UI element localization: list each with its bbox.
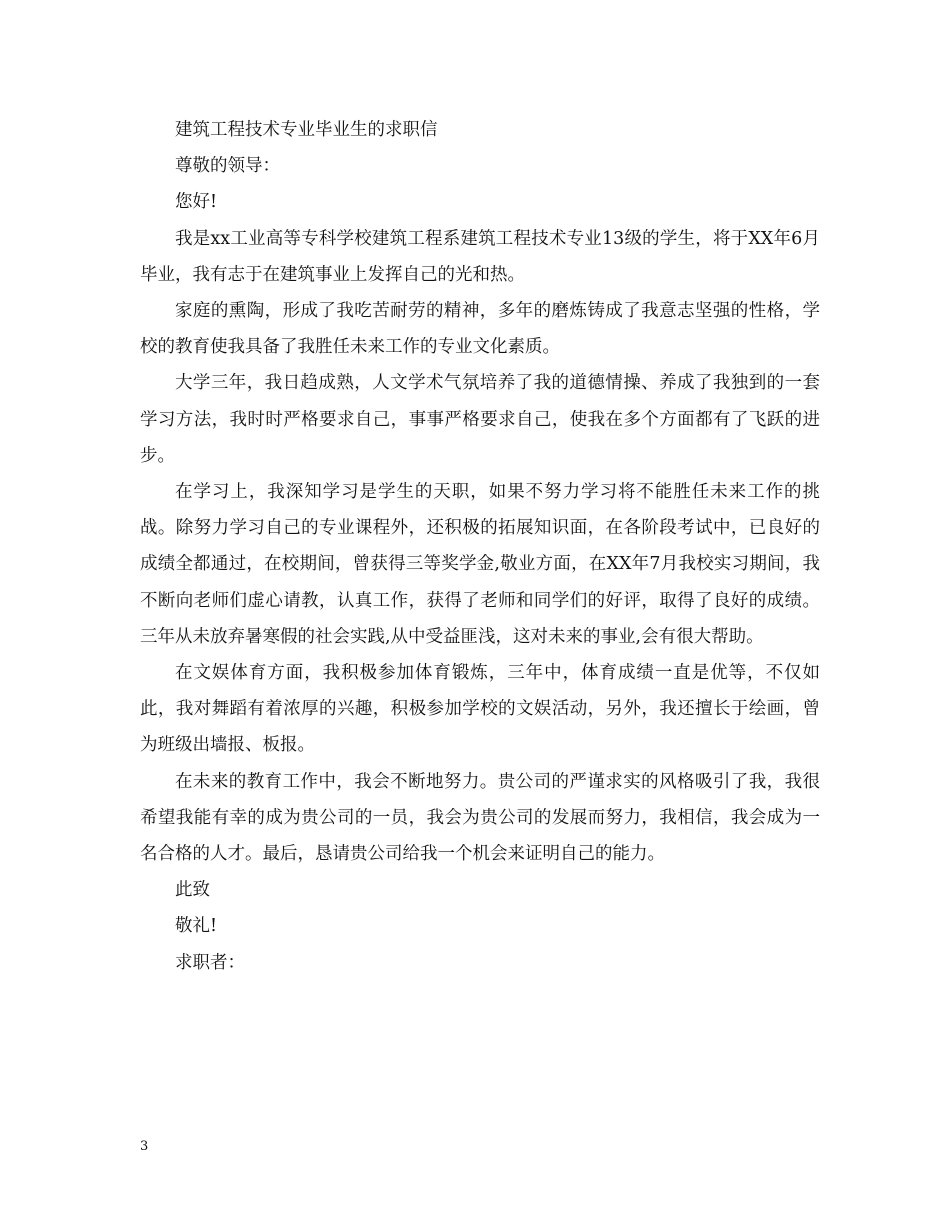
salutation: 尊敬的领导： <box>175 156 280 177</box>
letter-title: 建筑工程技术专业毕业生的求职信 <box>175 120 438 140</box>
paragraph-family: 家庭的熏陶，形成了我吃苦耐劳的精神，多年的磨炼铸成了我意志坚强的性格，学校的教育使我具备了我胜任未来工作的专业文化素质。 <box>140 301 820 358</box>
paragraph-university: 大学三年，我日趋成熟，人文学术气氛培养了我的道德情操、养成了我独到的一套学习方法，我时时严格要求自己，事事严格要求自己，使我在多个方面都有了飞跃的进步。 <box>140 373 820 466</box>
paragraph-study: 在学习上，我深知学习是学生的天职，如果不努力学习将不能胜任未来工作的挑战。除努力学习自己的专业课程外，还积极的拓展知识面，在各阶段考试中，已良好的成绩全都通过，在校期间，曾获得三等奖学金,敬业方面，在XX年7月我校实习期间，我不断向老师们虚心请教，认真工作，获得了老师和同学们的好评，取得了良好的成绩。三年从未放弃暑寒假的社会实践,从中受益匪浅，这对未来的事业,会有很大帮助。 <box>140 482 820 647</box>
signature-label: 求职者： <box>175 952 245 973</box>
letter-body <box>140 112 820 981</box>
closing-line-2: 敬礼! <box>175 916 218 937</box>
paragraph-intro: 我是xx工业高等专科学校建筑工程系建筑工程技术专业13级的学生，将于XX年6月毕业，我有志于在建筑事业上发挥自己的光和热。 <box>140 228 820 285</box>
paragraph-future: 在未来的教育工作中，我会不断地努力。贵公司的严谨求实的风格吸引了我，我很希望我能有幸的成为贵公司的一员，我会为贵公司的发展而努力，我相信，我会成为一名合格的人才。最后，恳请贵公司给我一个机会来证明自己的能力。 <box>140 771 820 865</box>
greeting: 您好! <box>175 192 218 213</box>
page-number: 3 <box>140 1139 149 1154</box>
paragraph-sports-arts: 在文娱体育方面，我积极参加体育锻炼，三年中，体育成绩一直是优等，不仅如此，我对舞蹈有着浓厚的兴趣，积极参加学校的文娱活动，另外，我还擅长于绘画，曾为班级出墙报、板报。 <box>140 663 820 756</box>
closing-line-1: 此致 <box>175 880 210 901</box>
